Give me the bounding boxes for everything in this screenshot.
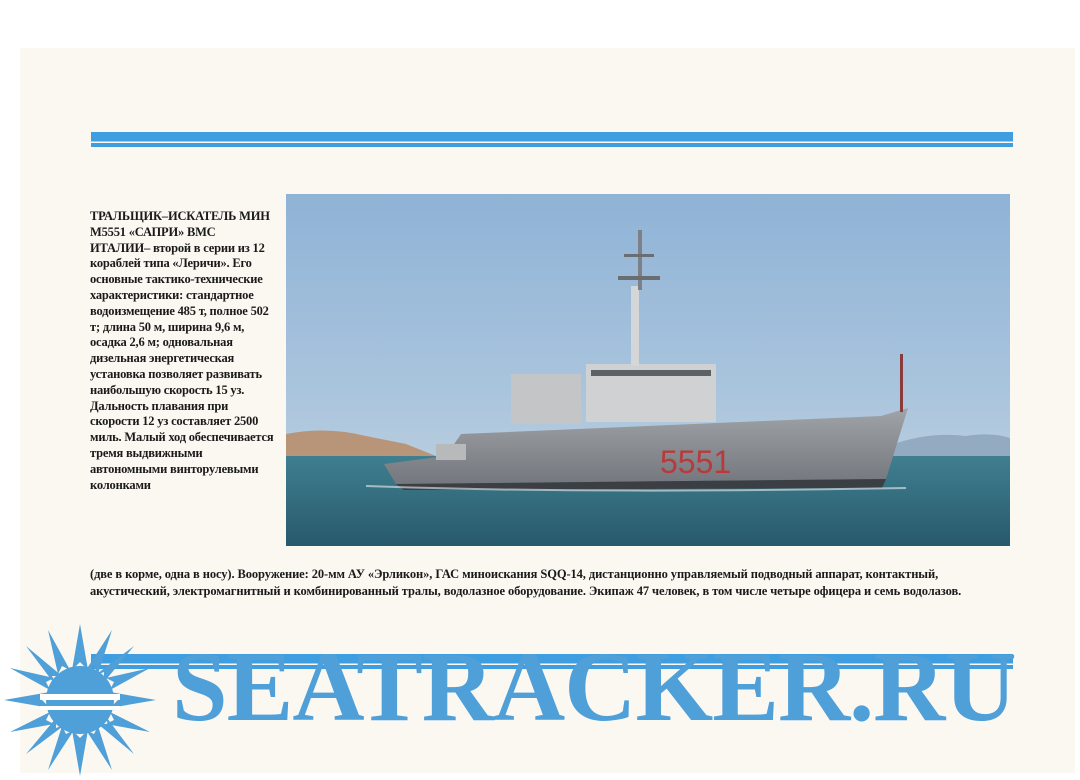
top-blue-rule bbox=[91, 132, 1013, 147]
mast bbox=[631, 286, 639, 366]
mast-yard bbox=[618, 276, 660, 280]
watermark bbox=[0, 610, 1080, 773]
sunburst-logo-icon bbox=[0, 620, 160, 780]
caption-body: – второй в серии из 12 кораблей типа «Леричи». Его основные тактико-технические характеристики: стандартное водоизмещение 485 т, полное 502 т; длина 50 м, ширина 9,6 м, осадка 2,6 м; одновальная дизельная энергетическая установка позволяет развивать наибольшую скорость 15 уз. Дальность плавания при скорости 12 уз составляет 2500 миль. Малый ход обеспечивается тремя выдвижными автономными винторулевыми колонками bbox=[90, 240, 274, 492]
mast-yard-upper bbox=[624, 254, 654, 257]
caption-lead: ТРАЛЬЩИК–ИСКАТЕЛЬ МИН М5551 «САПРИ» ВМС ИТАЛИИ bbox=[90, 209, 270, 255]
stern-deckhouse bbox=[436, 444, 466, 460]
jackstaff bbox=[900, 354, 903, 412]
caption-continuation: (две в корме, одна в носу). Вооружение: 20-мм АУ «Эрликон», ГАС миноискания SQQ-14, дистанционно управляемый подводный аппарат, контактный, акустический, электромагнитный и комбинированный тралы, водолазное оборудование. Экипаж 47 человек, в том числе четыре офицера и семь водолазов. bbox=[90, 567, 962, 598]
bridge-block bbox=[511, 374, 581, 424]
caption-text bbox=[90, 209, 276, 493]
minesweeper-illustration bbox=[286, 194, 1010, 546]
mast-top bbox=[638, 230, 642, 290]
bridge-windows bbox=[591, 370, 711, 376]
ship-photo bbox=[286, 194, 1010, 546]
hull-number: 5551 bbox=[660, 444, 732, 480]
watermark-text: SEATRACKER.RU bbox=[172, 631, 1016, 742]
